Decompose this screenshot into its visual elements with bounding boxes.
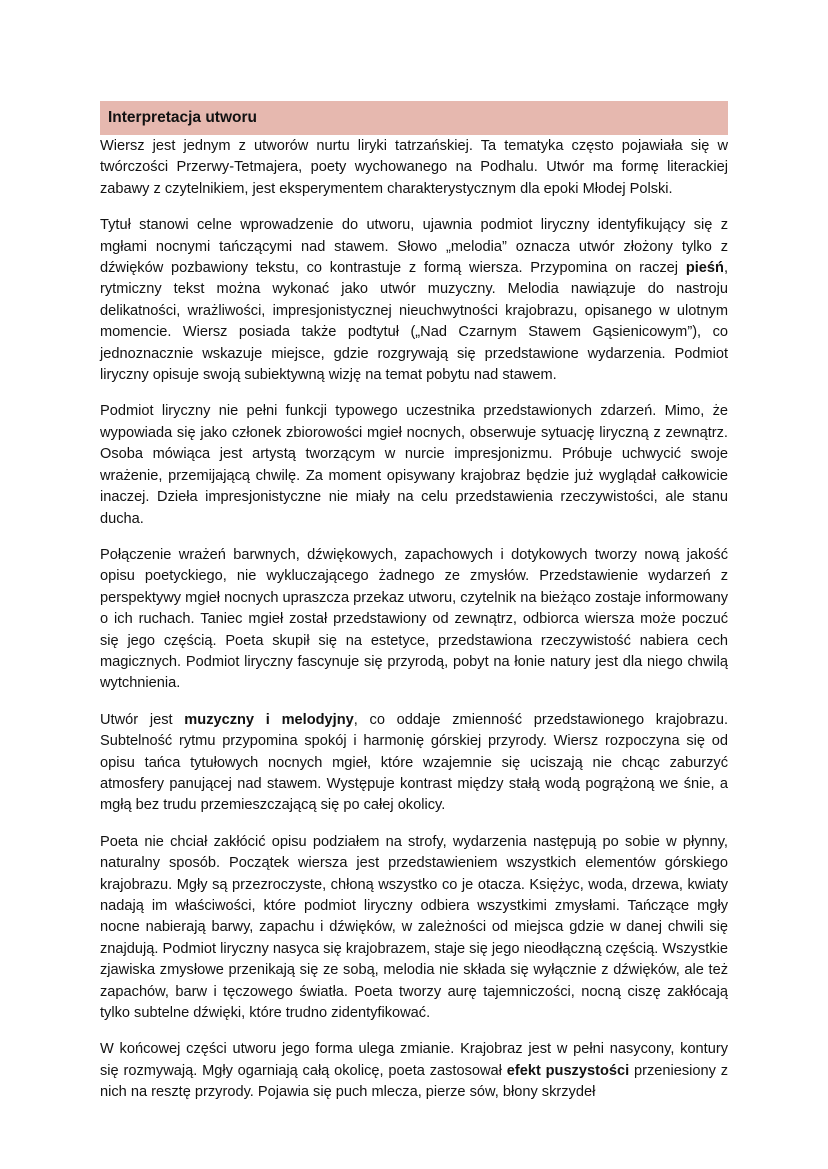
paragraph-5-text-end: , co oddaje zmienność przedstawionego krajobrazu. Subtelność rytmu przypomina spokój i harmonię górskiej przyrody. Wiersz rozpoczyna się od opisu tańca tytułowych nocnych mgieł, które wzajemnie się uciszają nie chcąc zaburzyć atmosfery panującej nad stawem. Występuje kontrast między stałą wodą pogrążoną we śnie, a mgłą bez trudu przemieszczającą się po całej okolicy. xyxy=(100,711,728,814)
paragraph-3 xyxy=(100,401,728,529)
paragraph-7-text-end: przeniesiony z nich na resztę przyrody. Pojawia się puch mlecza, pierze sów, błony skrzydeł xyxy=(100,1062,728,1101)
paragraph-5-text-start: Utwór jest xyxy=(100,711,185,728)
paragraph-2-bold-term: pieśń xyxy=(685,260,724,277)
paragraph-2-text-start: Tytuł stanowi celne wprowadzenie do utworu, ujawnia podmiot liryczny identyfikujący się z mgłami nocnymi tańczącymi nad stawem. Słowo „melodia” oznacza utwór złożony tylko z dźwięków pozbawiony tekstu, co kontrastuje z formą wiersza. Przypomina on raczej xyxy=(100,217,728,277)
section-heading-bar xyxy=(100,101,728,135)
paragraph-6-text: Poeta nie chciał zakłócić opisu podziałem na strofy, wydarzenia następują po sobie w płynny, naturalny sposób. Początek wiersza jest przedstawieniem wszystkich elementów górskiego krajobrazu. Mgły są przezroczyste, chłoną wszystko co je otacza. Księżyc, woda, drzewa, kwiaty nadają im właściwości, które podmiot liryczny odbiera wszystkimi zmysłami. Tańczące mgły nocne nabierają barwy, zapachu i dźwięków, w zależności od miejsca gdzie w danej chwili się znajdują. Podmiot liryczny nasyca się krajobrazem, staje się jego nieodłączną częścią. Wszystkie zjawiska zmysłowe przenikają się ze sobą, melodia nie składa się wyłącznie z dźwięków, ale też zapachów, barw i tęczowego światła. Poeta tworzy aurę tajemniczości, nocną ciszę zakłócają tylko subtelne dźwięki, które trudno zidentyfikować. xyxy=(100,833,728,1022)
paragraph-4-text: Połączenie wrażeń barwnych, dźwiękowych, zapachowych i dotykowych tworzy nową jakość opisu poetyckiego, nie wykluczającego żadnego ze zmysłów. Przedstawienie wydarzeń z perspektywy mgieł nocnych upraszcza przekaz utworu, czytelnik na bieżąco zostaje informowany o ich ruchach. Taniec mgieł został przedstawiony od zewnątrz, odbiorca wiersza może poczuć się jego częścią. Poeta skupił się na estetyce, przedstawiona rzeczywistość nabiera cech magicznych. Podmiot liryczny fascynuje się przyrodą, pobyt na łonie natury jest dla niego chwilą wytchnienia. xyxy=(100,546,728,692)
paragraph-5 xyxy=(100,710,728,817)
paragraph-3-text: Podmiot liryczny nie pełni funkcji typowego uczestnika przedstawionych zdarzeń. Mimo, że wypowiada się jako członek zbiorowości mgieł nocnych, obserwuje sytuację liryczną z zewnątrz. Osoba mówiąca jest artystą tworzącym w nurcie impresjonizmu. Próbuje uchwycić swoje wrażenie, przemijającą chwilę. Za moment opisywany krajobraz będzie już wyglądał całkowicie inaczej. Dzieła impresjonistyczne nie miały na celu przedstawienia rzeczywistości, ale stanu ducha. xyxy=(100,403,728,527)
paragraph-2 xyxy=(100,215,728,386)
paragraph-5-bold-term: muzyczny i melodyjny xyxy=(184,711,354,728)
paragraph-2-text-end: , rytmiczny tekst można wykonać jako utwór muzyczny. Melodia nawiązuje do nastroju delikatności, wrażliwości, impresjonistycznej nieuchwytności krajobrazu, opisanego w ulotnym momencie. Wiersz posiada także podtytuł („Nad Czarnym Stawem Gąsienicowym”), co jednoznacznie wskazuje miejsce, gdzie rozgrywają się przedstawione wydarzenia. Podmiot liryczny opisuje swoją subiektywną wizję na temat pobytu nad stawem. xyxy=(100,260,728,384)
paragraph-7 xyxy=(100,1039,728,1103)
document-page xyxy=(100,101,728,1119)
paragraph-4 xyxy=(100,545,728,695)
section-title: Interpretacja utworu xyxy=(108,109,257,126)
paragraph-7-text-start: W końcowej części utworu jego forma ulega zmianie. Krajobraz jest w pełni nasycony, kontury się rozmywają. Mgły ogarniają całą okolicę, poeta zastosował xyxy=(100,1041,728,1079)
paragraph-7-bold-term: efekt puszystości xyxy=(506,1062,630,1079)
paragraph-1 xyxy=(100,136,728,200)
paragraph-6 xyxy=(100,832,728,1025)
paragraph-1-text: Wiersz jest jednym z utworów nurtu liryki tatrzańskiej. Ta tematyka często pojawiała się w twórczości Przerwy-Tetmajera, poety wychowanego na Podhalu. Utwór ma formę literackiej zabawy z czytelnikiem, jest eksperymentem charakterystycznym dla epoki Młodej Polski. xyxy=(100,138,728,197)
